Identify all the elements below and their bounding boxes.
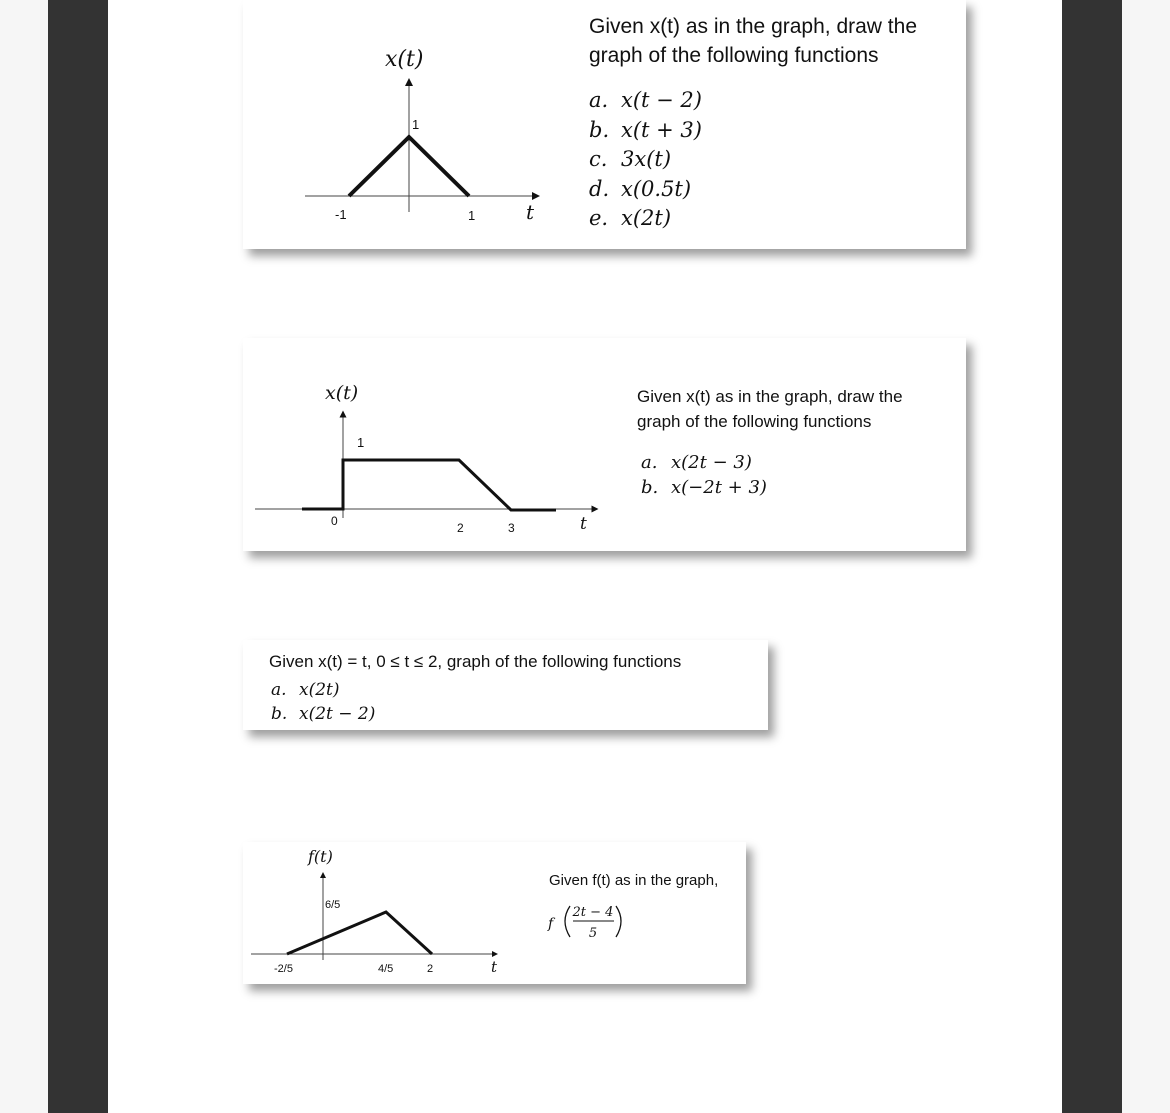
item-expression: 3x(t) <box>621 147 672 171</box>
item-letter: b. <box>589 117 610 142</box>
problem-3-card <box>243 640 768 730</box>
problem-2-card <box>243 338 966 551</box>
fn-label: x(t) <box>325 382 359 404</box>
item-letter: a. <box>589 88 609 112</box>
tick-label-neg1: -1 <box>335 207 347 222</box>
formula-numerator: 2t − 4 <box>572 905 614 920</box>
problem-1-item-list <box>589 86 702 234</box>
item-expression: x(t − 2) <box>621 88 702 112</box>
problem-3-item-list <box>271 678 375 726</box>
list-item <box>641 475 767 500</box>
prompt-line-1: Given x(t) = t, 0 ≤ t ≤ 2, graph of the following functions <box>269 652 682 671</box>
prompt-line-1: Given x(t) as in the graph, draw the <box>589 15 917 38</box>
problem-3-prompt <box>269 650 681 674</box>
problem-2-graph <box>243 338 966 551</box>
item-expression: x(−2t + 3) <box>671 477 767 498</box>
item-expression: x(2t) <box>621 206 672 230</box>
list-item <box>589 204 702 234</box>
peak-label: 6/5 <box>325 899 341 911</box>
list-item <box>271 678 375 702</box>
item-expression: x(0.5t) <box>621 176 692 201</box>
item-letter: c. <box>589 147 608 171</box>
left-frame-bar <box>48 0 108 1113</box>
item-expression: x(2t − 3) <box>671 452 752 473</box>
problem-4-card <box>243 842 746 984</box>
item-letter: b. <box>271 704 288 724</box>
item-letter: d. <box>589 176 610 201</box>
list-item <box>589 116 702 146</box>
list-item <box>589 175 702 205</box>
item-expression: x(2t − 2) <box>299 704 376 724</box>
tick-label-3: 3 <box>508 521 515 535</box>
list-item <box>589 145 702 175</box>
problem-1-prompt <box>589 12 917 70</box>
peak-label: 1 <box>412 117 420 132</box>
tick-label-1: 1 <box>468 208 476 223</box>
axis-label-t: t <box>526 200 535 224</box>
item-letter: b. <box>641 477 659 498</box>
right-margin <box>1122 0 1170 1113</box>
list-item <box>589 86 702 116</box>
fn-label: f(t) <box>308 847 333 866</box>
item-expression: x(t + 3) <box>621 117 702 142</box>
tick-label-2: 2 <box>427 963 434 975</box>
level-label: 1 <box>357 435 365 450</box>
right-frame-bar <box>1062 0 1122 1113</box>
fn-label: x(t) <box>385 47 424 72</box>
item-letter: a. <box>641 452 658 473</box>
tick-label-4-5: 4/5 <box>378 963 394 975</box>
tick-label-neg2-5: -2/5 <box>274 963 293 975</box>
tick-label-0: 0 <box>331 514 338 528</box>
formula-function: f <box>548 916 554 932</box>
left-margin <box>0 0 48 1113</box>
prompt-line-2: graph of the following functions <box>637 412 872 431</box>
problem-1-card <box>243 0 966 249</box>
item-letter: a. <box>271 680 287 700</box>
problem-2-prompt <box>637 384 903 434</box>
problem-2-item-list <box>641 450 767 500</box>
trapezoid-signal <box>302 460 556 510</box>
formula-right-paren <box>616 906 621 937</box>
scaled-shift-formula <box>243 842 746 984</box>
tick-label-2: 2 <box>457 521 464 535</box>
prompt-line-1: Given x(t) as in the graph, draw the <box>637 387 903 406</box>
item-letter: e. <box>589 206 609 230</box>
axis-label-t: t <box>491 958 498 976</box>
formula-denominator: 5 <box>588 926 598 941</box>
prompt-line-1: Given f(t) as in the graph, <box>549 872 719 889</box>
axis-label-t: t <box>580 514 587 534</box>
item-expression: x(2t) <box>299 680 340 700</box>
prompt-line-2: graph of the following functions <box>589 44 879 67</box>
formula-left-paren <box>565 906 570 937</box>
list-item <box>641 450 767 475</box>
list-item <box>271 702 375 726</box>
